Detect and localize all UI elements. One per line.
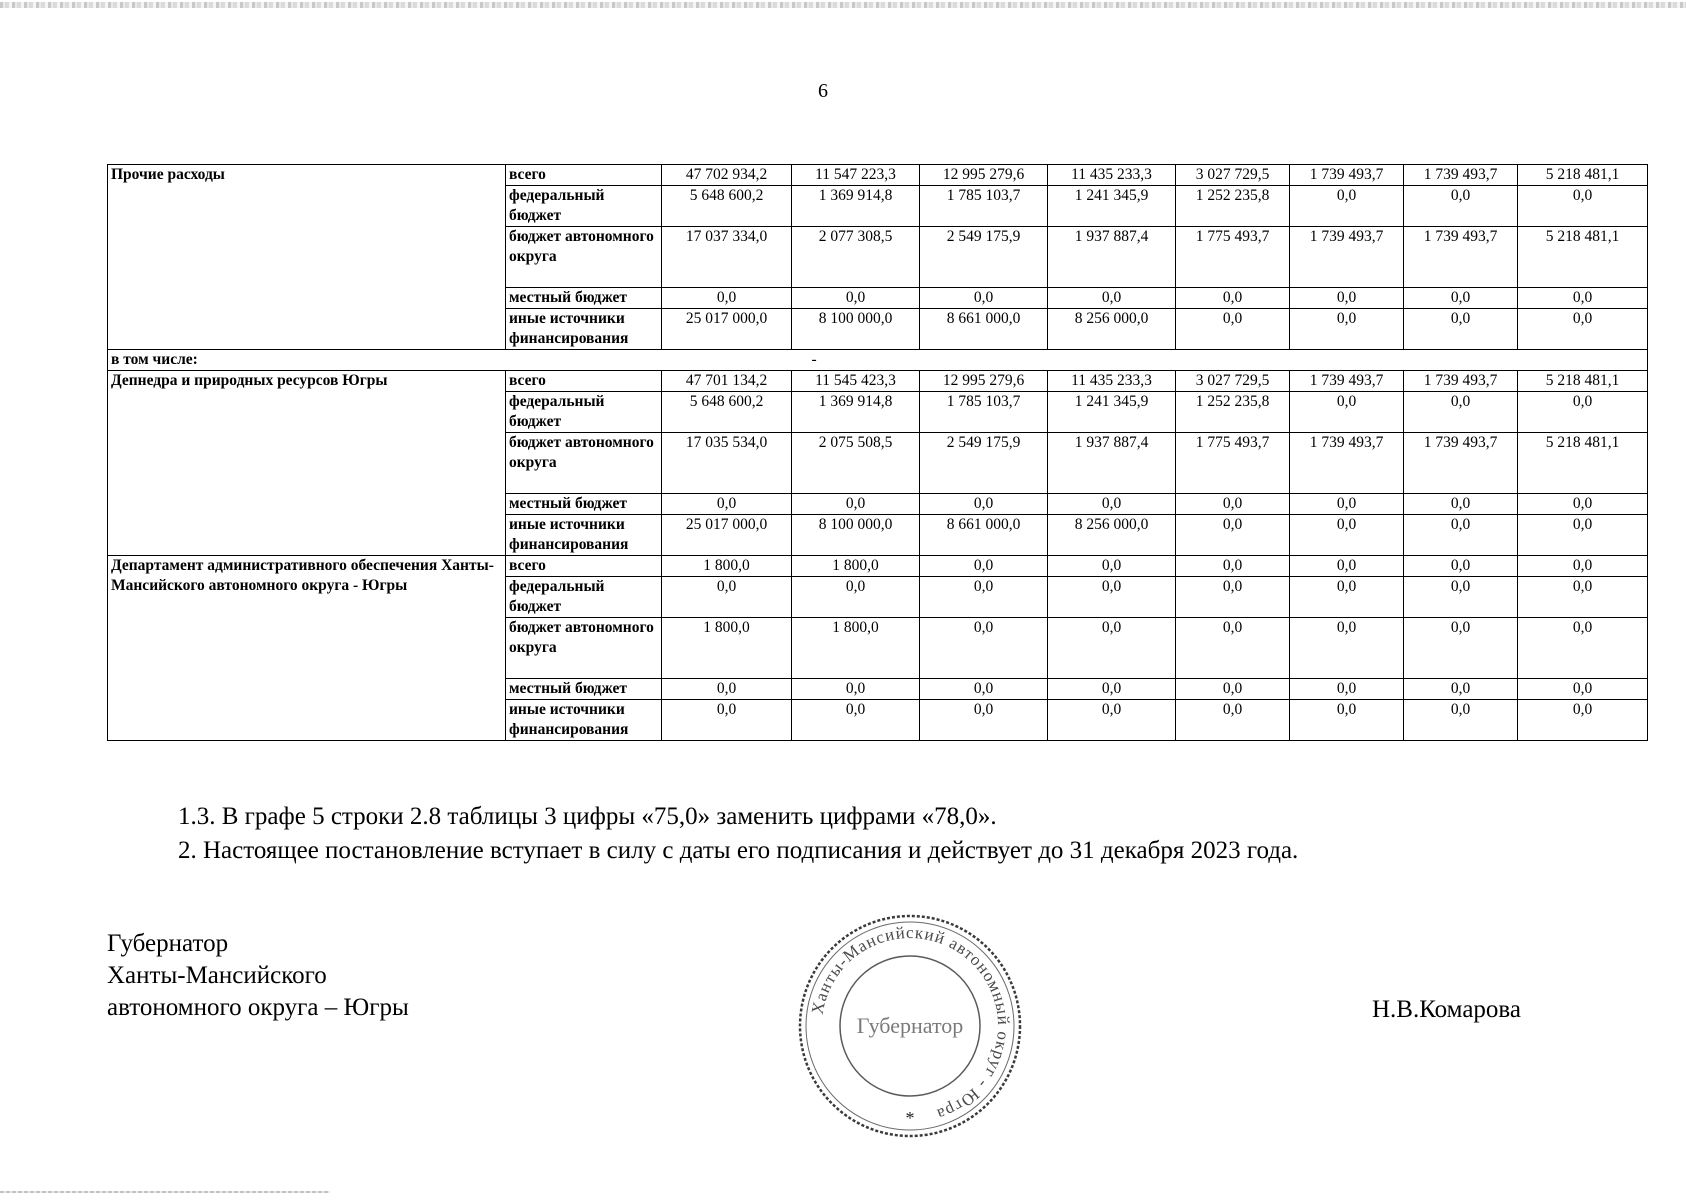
value-cell: 0,0 (1048, 556, 1176, 577)
table-row (108, 556, 1648, 577)
value-cell: 0,0 (1176, 556, 1290, 577)
value-cell: 1 800,0 (792, 556, 920, 577)
value-cell: 0,0 (920, 288, 1048, 309)
value-cell: 5 648 600,2 (662, 186, 792, 227)
value-cell: 3 027 729,5 (1176, 165, 1290, 186)
value-cell: 0,0 (1518, 494, 1648, 515)
value-cell: 0,0 (662, 700, 792, 741)
value-cell: 11 545 423,3 (792, 371, 920, 392)
value-cell: 0,0 (1518, 309, 1648, 350)
value-cell: 0,0 (1176, 679, 1290, 700)
document-paragraphs (178, 800, 1298, 868)
funding-source: местный бюджет (506, 679, 662, 700)
value-cell: 1 739 493,7 (1404, 371, 1518, 392)
value-cell: 0,0 (792, 577, 920, 618)
value-cell: 0,0 (920, 618, 1048, 679)
value-cell: 0,0 (920, 556, 1048, 577)
page-number: 6 (818, 80, 828, 102)
value-cell: 0,0 (1048, 618, 1176, 679)
funding-source: иные источники финансирования (506, 700, 662, 741)
value-cell: 3 027 729,5 (1176, 371, 1290, 392)
value-cell: 1 775 493,7 (1176, 433, 1290, 494)
value-cell: 0,0 (1404, 515, 1518, 556)
value-cell: 1 739 493,7 (1290, 371, 1404, 392)
value-cell: 0,0 (1176, 700, 1290, 741)
seal-ring-text: Ханты-Мансийский автономный округ - Югра (807, 922, 1014, 1125)
value-cell: 0,0 (792, 700, 920, 741)
signature-title-line-2: Ханты-Мансийского (107, 962, 327, 989)
value-cell: 0,0 (662, 288, 792, 309)
value-cell: 1 800,0 (792, 618, 920, 679)
funding-source: иные источники финансирования (506, 515, 662, 556)
value-cell: 17 035 534,0 (662, 433, 792, 494)
scan-edge-bottom (0, 1191, 330, 1193)
budget-table-body (108, 165, 1648, 741)
in-total-label: в том числе: (108, 350, 662, 371)
funding-source: всего (506, 556, 662, 577)
signature-title-line-3: автономного округа – Югры (107, 994, 409, 1021)
value-cell: 0,0 (1048, 494, 1176, 515)
value-cell: 0,0 (1404, 577, 1518, 618)
value-cell: 0,0 (1048, 288, 1176, 309)
signer-name: Н.В.Комарова (1372, 996, 1521, 1023)
value-cell: 1 739 493,7 (1404, 227, 1518, 288)
value-cell: 11 547 223,3 (792, 165, 920, 186)
value-cell: 0,0 (662, 577, 792, 618)
value-cell: 0,0 (920, 700, 1048, 741)
value-cell: 0,0 (1404, 186, 1518, 227)
signature-title-line-1: Губернатор (107, 930, 229, 957)
value-cell: 0,0 (1290, 700, 1404, 741)
value-cell: 1 252 235,8 (1176, 186, 1290, 227)
paragraph-1-3: 1.3. В графе 5 строки 2.8 таблицы 3 цифры «75,0» заменить цифрами «78,0». (178, 803, 997, 830)
value-cell: 0,0 (1176, 494, 1290, 515)
funding-source: федеральный бюджет (506, 392, 662, 433)
funding-source: местный бюджет (506, 494, 662, 515)
value-cell: 0,0 (1518, 577, 1648, 618)
value-cell: 1 739 493,7 (1404, 433, 1518, 494)
value-cell: 12 995 279,6 (920, 165, 1048, 186)
value-cell: 0,0 (1176, 577, 1290, 618)
value-cell: 47 701 134,2 (662, 371, 792, 392)
value-cell: 0,0 (1518, 515, 1648, 556)
value-cell: 8 661 000,0 (920, 309, 1048, 350)
value-cell: 0,0 (1290, 577, 1404, 618)
value-cell: 0,0 (920, 679, 1048, 700)
value-cell: 0,0 (792, 494, 920, 515)
value-cell: 2 549 175,9 (920, 433, 1048, 494)
value-cell: 0,0 (1290, 186, 1404, 227)
value-cell: 0,0 (1176, 288, 1290, 309)
value-cell: 25 017 000,0 (662, 309, 792, 350)
value-cell: 0,0 (1404, 556, 1518, 577)
section-name: Прочие расходы (108, 165, 506, 350)
value-cell: 1 937 887,4 (1048, 433, 1176, 494)
value-cell: 2 075 508,5 (792, 433, 920, 494)
value-cell: 0,0 (1290, 288, 1404, 309)
value-cell: 2 549 175,9 (920, 227, 1048, 288)
funding-source: бюджет автономного округа (506, 227, 662, 288)
value-cell: 1 800,0 (662, 556, 792, 577)
value-cell: 0,0 (1518, 618, 1648, 679)
value-cell: 0,0 (1518, 700, 1648, 741)
value-cell: 0,0 (1048, 700, 1176, 741)
value-cell: 1 252 235,8 (1176, 392, 1290, 433)
value-cell: 0,0 (1404, 700, 1518, 741)
table-row (108, 165, 1648, 186)
value-cell: 0,0 (1404, 288, 1518, 309)
value-cell: 1 775 493,7 (1176, 227, 1290, 288)
value-cell: 0,0 (1404, 618, 1518, 679)
value-cell: 1 800,0 (662, 618, 792, 679)
value-cell: 0,0 (1176, 618, 1290, 679)
funding-source: местный бюджет (506, 288, 662, 309)
value-cell: 8 256 000,0 (1048, 515, 1176, 556)
value-cell: 0,0 (1518, 288, 1648, 309)
value-cell: 8 100 000,0 (792, 515, 920, 556)
value-cell: 5 648 600,2 (662, 392, 792, 433)
value-cell: 11 435 233,3 (1048, 371, 1176, 392)
value-cell: 0,0 (1176, 309, 1290, 350)
value-cell: 0,0 (1518, 392, 1648, 433)
value-cell: 1 241 345,9 (1048, 186, 1176, 227)
value-cell: 0,0 (1290, 309, 1404, 350)
official-seal (796, 912, 1024, 1140)
value-cell: 11 435 233,3 (1048, 165, 1176, 186)
value-cell: 1 739 493,7 (1290, 227, 1404, 288)
value-cell: 1 369 914,8 (792, 392, 920, 433)
value-cell: 0,0 (1518, 186, 1648, 227)
funding-source: федеральный бюджет (506, 186, 662, 227)
value-cell: 0,0 (1290, 515, 1404, 556)
value-cell: 0,0 (920, 577, 1048, 618)
value-cell: 5 218 481,1 (1518, 433, 1648, 494)
funding-source: всего (506, 165, 662, 186)
funding-source: иные источники финансирования (506, 309, 662, 350)
paragraph-2: 2. Настоящее постановление вступает в силу с даты его подписания и действует до 31 декабря 2023 года. (178, 837, 1299, 864)
signature-title (107, 928, 409, 1024)
value-cell: 17 037 334,0 (662, 227, 792, 288)
value-cell: 0,0 (1176, 515, 1290, 556)
value-cell: 5 218 481,1 (1518, 227, 1648, 288)
section-name: Депнедра и природных ресурсов Югры (108, 371, 506, 556)
seal-center-text: Губернатор (856, 1013, 964, 1038)
in-total-mark: - (662, 350, 1648, 371)
value-cell: 8 661 000,0 (920, 515, 1048, 556)
value-cell: 2 077 308,5 (792, 227, 920, 288)
value-cell: 0,0 (1048, 577, 1176, 618)
section-name: Департамент административного обеспечения Ханты-Мансийского автономного округа - Югры (108, 556, 506, 741)
value-cell: 0,0 (662, 679, 792, 700)
value-cell: 5 218 481,1 (1518, 371, 1648, 392)
value-cell: 1 739 493,7 (1290, 165, 1404, 186)
value-cell: 12 995 279,6 (920, 371, 1048, 392)
budget-table (107, 164, 1648, 741)
value-cell: 0,0 (1404, 309, 1518, 350)
value-cell: 0,0 (1518, 679, 1648, 700)
table-row-in-total (108, 350, 1648, 371)
value-cell: 1 739 493,7 (1290, 433, 1404, 494)
value-cell: 1 785 103,7 (920, 186, 1048, 227)
value-cell: 8 100 000,0 (792, 309, 920, 350)
value-cell: 0,0 (1290, 679, 1404, 700)
value-cell: 0,0 (1048, 679, 1176, 700)
value-cell: 0,0 (792, 679, 920, 700)
value-cell: 0,0 (1404, 494, 1518, 515)
value-cell: 0,0 (1290, 392, 1404, 433)
value-cell: 0,0 (792, 288, 920, 309)
value-cell: 1 241 345,9 (1048, 392, 1176, 433)
value-cell: 0,0 (1290, 556, 1404, 577)
value-cell: 1 937 887,4 (1048, 227, 1176, 288)
funding-source: бюджет автономного округа (506, 433, 662, 494)
value-cell: 0,0 (1290, 494, 1404, 515)
value-cell: 5 218 481,1 (1518, 165, 1648, 186)
funding-source: всего (506, 371, 662, 392)
value-cell: 0,0 (1518, 556, 1648, 577)
value-cell: 0,0 (920, 494, 1048, 515)
table-row (108, 371, 1648, 392)
seal-star-icon: * (905, 1108, 915, 1128)
scan-edge-top (0, 2, 1686, 8)
value-cell: 1 369 914,8 (792, 186, 920, 227)
value-cell: 0,0 (1404, 392, 1518, 433)
value-cell: 47 702 934,2 (662, 165, 792, 186)
value-cell: 1 739 493,7 (1404, 165, 1518, 186)
value-cell: 0,0 (662, 494, 792, 515)
value-cell: 0,0 (1404, 679, 1518, 700)
value-cell: 0,0 (1290, 618, 1404, 679)
funding-source: федеральный бюджет (506, 577, 662, 618)
value-cell: 8 256 000,0 (1048, 309, 1176, 350)
value-cell: 1 785 103,7 (920, 392, 1048, 433)
value-cell: 25 017 000,0 (662, 515, 792, 556)
funding-source: бюджет автономного округа (506, 618, 662, 679)
